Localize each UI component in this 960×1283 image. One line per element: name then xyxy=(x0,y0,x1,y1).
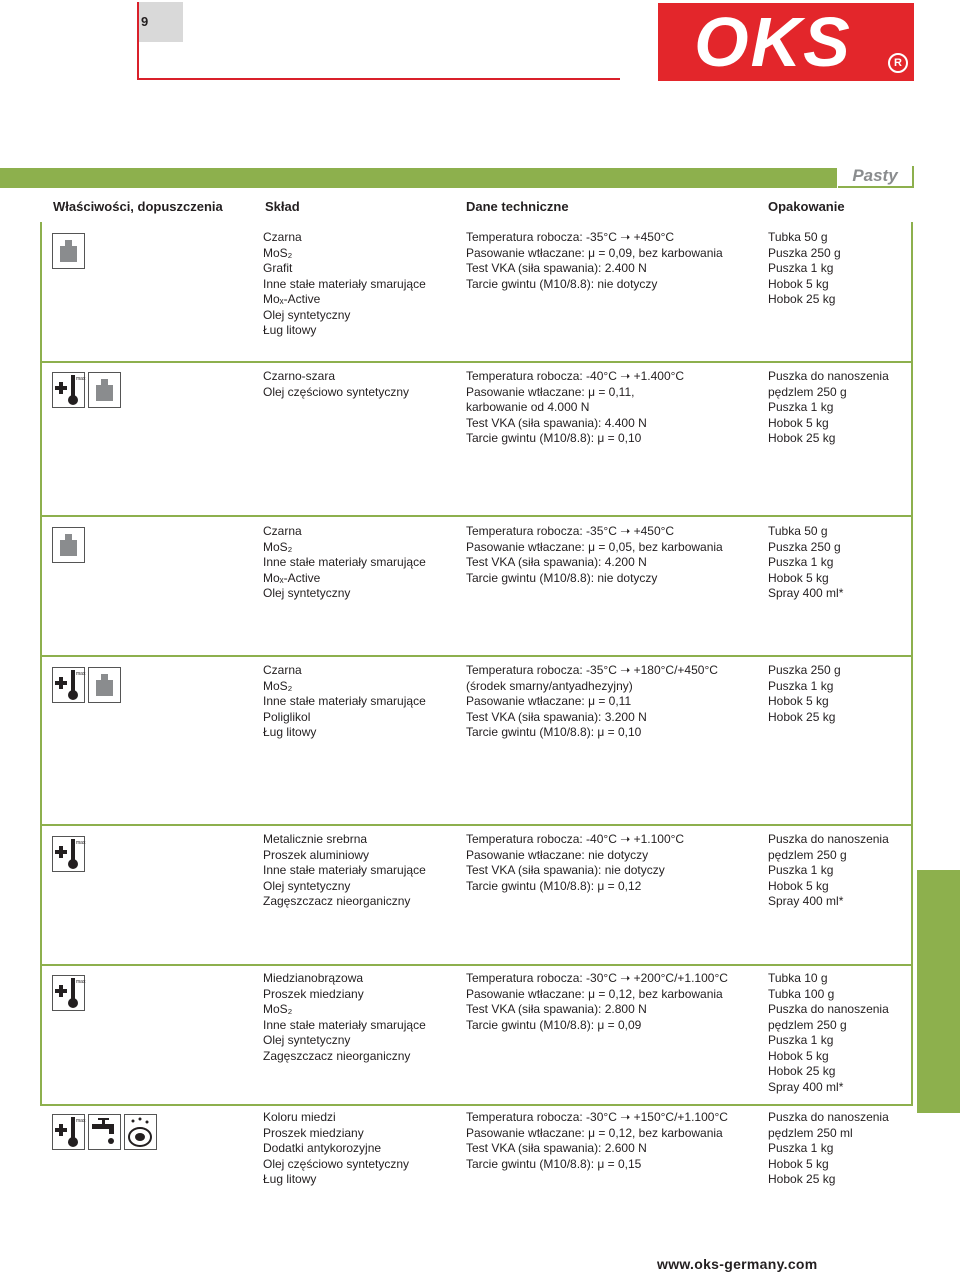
packaging-line: Hobok 25 kg xyxy=(768,1064,836,1078)
packaging-line: Hobok 25 kg xyxy=(768,431,836,445)
high-temperature-icon xyxy=(52,667,85,703)
composition-line: Dodatki antykorozyjne xyxy=(263,1141,382,1155)
property-icons xyxy=(52,233,85,269)
packaging-line: Hobok 25 kg xyxy=(768,1172,836,1186)
svg-text:max: max xyxy=(76,671,86,677)
composition-line: Olej syntetyczny xyxy=(263,878,351,893)
packaging-cell xyxy=(768,524,843,602)
packaging-cell xyxy=(768,1110,889,1188)
property-icons xyxy=(52,372,121,408)
composition-line: Czarno-szara xyxy=(263,369,336,383)
page-frame-line xyxy=(137,78,620,80)
composition-line: Zagęszczacz nieorganiczny xyxy=(263,894,411,908)
packaging-line: Hobok 5 kg xyxy=(768,276,829,291)
technical-line: Test VKA (siła spawania): 4.200 N xyxy=(466,555,647,569)
technical-line: Tarcie gwintu (M10/8.8): nie dotyczy xyxy=(466,276,658,291)
packaging-line: Tubka 10 g xyxy=(768,971,828,985)
technical-line: Test VKA (siła spawania): 2.800 N xyxy=(466,1002,647,1016)
technical-line: Tarcie gwintu (M10/8.8): nie dotyczy xyxy=(466,570,658,585)
property-icons xyxy=(52,836,85,872)
packaging-line: pędzlem 250 g xyxy=(768,384,847,399)
packaging-line: pędzlem 250 g xyxy=(768,847,847,862)
composition-cell xyxy=(263,832,426,910)
technical-line: Tarcie gwintu (M10/8.8): μ = 0,09 xyxy=(466,1017,642,1032)
packaging-line: pędzlem 250 g xyxy=(768,1017,847,1032)
composition-line: Ług litowy xyxy=(263,725,317,739)
svg-text:max: max xyxy=(76,840,86,846)
composition-line: Olej częściowo syntetyczny xyxy=(263,384,410,399)
packaging-line: Hobok 25 kg xyxy=(768,709,836,724)
packaging-line: Hobok 5 kg xyxy=(768,1048,829,1063)
packaging-line: Hobok 5 kg xyxy=(768,694,829,708)
technical-cell xyxy=(466,663,718,741)
property-icons xyxy=(52,667,121,703)
packaging-cell xyxy=(768,832,889,910)
composition-cell xyxy=(263,369,409,400)
technical-line: Temperatura robocza: -30°C ➝ +200°C/+1.100°C xyxy=(466,971,728,985)
packaging-line: Puszka do nanoszenia xyxy=(768,832,889,846)
packaging-cell xyxy=(768,663,841,725)
packaging-line: Hobok 25 kg xyxy=(768,292,836,306)
technical-line: Tarcie gwintu (M10/8.8): μ = 0,10 xyxy=(466,725,642,739)
packaging-cell xyxy=(768,230,841,308)
high-temperature-icon xyxy=(52,372,85,408)
composition-line: MoS₂ xyxy=(263,1002,293,1016)
technical-line: karbowanie od 4.000 N xyxy=(466,400,590,414)
packaging-line: Spray 400 ml* xyxy=(768,586,844,600)
packaging-line: Puszka do nanoszenia xyxy=(768,369,889,383)
composition-line: Miedzianobrązowa xyxy=(263,971,364,985)
composition-line: Proszek aluminiowy xyxy=(263,847,370,862)
composition-line: Olej syntetyczny xyxy=(263,307,351,322)
composition-line: Koloru miedzi xyxy=(263,1110,336,1124)
composition-cell xyxy=(263,524,426,602)
high-temperature-icon xyxy=(52,836,85,872)
packaging-line: Puszka do nanoszenia xyxy=(768,1002,889,1016)
composition-line: Proszek miedziany xyxy=(263,986,364,1001)
technical-line: Pasowanie wtłaczane: μ = 0,09, bez karbowania xyxy=(466,245,723,260)
category-bar xyxy=(0,168,837,188)
packaging-line: Puszka 1 kg xyxy=(768,555,834,569)
footer-url[interactable]: www.oks-germany.com xyxy=(657,1256,818,1272)
technical-line: Test VKA (siła spawania): 3.200 N xyxy=(466,709,647,724)
composition-line: Olej częściowo syntetyczny xyxy=(263,1156,410,1171)
packaging-line: Puszka 1 kg xyxy=(768,678,834,693)
packaging-line: Tubka 50 g xyxy=(768,524,828,538)
packaging-line: Hobok 5 kg xyxy=(768,878,829,893)
composition-line: Proszek miedziany xyxy=(263,1125,364,1140)
composition-cell xyxy=(263,971,426,1064)
composition-cell xyxy=(263,663,426,741)
technical-cell xyxy=(466,1110,728,1172)
technical-line: Test VKA (siła spawania): 2.600 N xyxy=(466,1141,647,1155)
header-composition: Skład xyxy=(265,199,300,214)
packaging-line: Puszka 1 kg xyxy=(768,863,834,877)
svg-text:max: max xyxy=(76,1118,86,1124)
composition-line: Zagęszczacz nieorganiczny xyxy=(263,1048,411,1063)
composition-line: Moₓ-Active xyxy=(263,292,321,306)
packaging-line: Puszka 250 g xyxy=(768,539,841,554)
technical-cell xyxy=(466,832,684,894)
composition-line: Metalicznie srebrna xyxy=(263,832,368,846)
high-temperature-icon xyxy=(52,975,85,1011)
packaging-line: Puszka 250 g xyxy=(768,245,841,260)
technical-line: Tarcie gwintu (M10/8.8): μ = 0,15 xyxy=(466,1156,642,1171)
packaging-line: Puszka 1 kg xyxy=(768,400,834,414)
packaging-line: Spray 400 ml* xyxy=(768,1079,844,1094)
packaging-cell xyxy=(768,369,889,447)
packaging-line: Puszka 1 kg xyxy=(768,1033,834,1047)
svg-text:max: max xyxy=(76,979,86,985)
technical-line: Temperatura robocza: -35°C ➝ +180°C/+450°C xyxy=(466,663,718,677)
composition-line: Inne stałe materiały smarujące xyxy=(263,1017,426,1032)
packaging-line: Hobok 5 kg xyxy=(768,570,829,585)
packaging-line: Hobok 5 kg xyxy=(768,415,829,430)
composition-cell xyxy=(263,1110,409,1188)
header-properties: Właściwości, dopuszczenia xyxy=(53,199,223,214)
composition-line: Olej syntetyczny xyxy=(263,1033,351,1047)
property-icons xyxy=(52,975,85,1011)
svg-text:max: max xyxy=(76,376,86,382)
technical-cell xyxy=(466,230,723,292)
composition-line: Ług litowy xyxy=(263,323,317,337)
packaging-line: Puszka 1 kg xyxy=(768,261,834,275)
page-number: 9 xyxy=(137,2,183,42)
technical-line: Temperatura robocza: -35°C ➝ +450°C xyxy=(466,524,675,538)
technical-cell xyxy=(466,369,684,447)
packaging-line: Spray 400 ml* xyxy=(768,894,844,908)
composition-cell xyxy=(263,230,426,339)
technical-line: Pasowanie wtłaczane: μ = 0,12, bez karbowania xyxy=(466,986,723,1001)
technical-line: (środek smarny/antyadhezyjny) xyxy=(466,678,633,693)
packaging-line: Puszka 1 kg xyxy=(768,1141,834,1155)
weight-icon xyxy=(52,233,85,269)
technical-line: Tarcie gwintu (M10/8.8): μ = 0,10 xyxy=(466,431,642,445)
property-icons xyxy=(52,527,85,563)
composition-line: Olej syntetyczny xyxy=(263,586,351,600)
composition-line: MoS₂ xyxy=(263,678,293,693)
composition-line: Inne stałe materiały smarujące xyxy=(263,555,426,569)
technical-cell xyxy=(466,524,723,586)
technical-line: Test VKA (siła spawania): 2.400 N xyxy=(466,261,647,275)
technical-line: Temperatura robocza: -35°C ➝ +450°C xyxy=(466,230,675,244)
weight-icon xyxy=(88,372,121,408)
packaging-line: Tubka 50 g xyxy=(768,230,828,244)
packaging-line: Tubka 100 g xyxy=(768,986,835,1001)
logo-text: OKS xyxy=(694,3,852,81)
composition-line: Inne stałe materiały smarujące xyxy=(263,694,426,708)
property-icons xyxy=(52,1114,157,1150)
packaging-line: Puszka do nanoszenia xyxy=(768,1110,889,1124)
composition-line: Grafit xyxy=(263,261,293,275)
technical-line: Temperatura robocza: -40°C ➝ +1.400°C xyxy=(466,369,685,383)
registered-mark: R xyxy=(888,53,908,73)
composition-line: Poliglikol xyxy=(263,709,311,724)
weight-icon xyxy=(88,667,121,703)
high-temperature-icon xyxy=(52,1114,85,1150)
weight-icon xyxy=(52,527,85,563)
composition-line: Czarna xyxy=(263,230,302,244)
technical-line: Tarcie gwintu (M10/8.8): μ = 0,12 xyxy=(466,878,642,893)
header-technical: Dane techniczne xyxy=(466,199,569,214)
corrosion-protection-icon xyxy=(124,1114,157,1150)
packaging-line: Puszka 250 g xyxy=(768,663,841,677)
packaging-line: pędzlem 250 ml xyxy=(768,1125,853,1140)
water-resistant-icon xyxy=(88,1114,121,1150)
page-frame-line xyxy=(137,2,139,80)
technical-line: Pasowanie wtłaczane: nie dotyczy xyxy=(466,847,649,862)
composition-line: Czarna xyxy=(263,524,302,538)
technical-line: Test VKA (siła spawania): nie dotyczy xyxy=(466,863,665,877)
side-tab xyxy=(917,870,960,1113)
oks-logo xyxy=(658,3,914,81)
packaging-cell xyxy=(768,971,889,1095)
technical-line: Temperatura robocza: -40°C ➝ +1.100°C xyxy=(466,832,685,846)
composition-line: MoS₂ xyxy=(263,539,293,554)
packaging-line: Hobok 5 kg xyxy=(768,1156,829,1171)
composition-line: MoS₂ xyxy=(263,245,293,260)
technical-line: Pasowanie wtłaczane: μ = 0,12, bez karbowania xyxy=(466,1125,723,1140)
technical-line: Test VKA (siła spawania): 4.400 N xyxy=(466,415,647,430)
composition-line: Inne stałe materiały smarujące xyxy=(263,276,426,291)
composition-line: Ług litowy xyxy=(263,1172,317,1186)
technical-line: Temperatura robocza: -30°C ➝ +150°C/+1.100°C xyxy=(466,1110,728,1124)
technical-line: Pasowanie wtłaczane: μ = 0,05, bez karbowania xyxy=(466,539,723,554)
composition-line: Inne stałe materiały smarujące xyxy=(263,863,426,877)
header-packaging: Opakowanie xyxy=(768,199,845,214)
composition-line: Czarna xyxy=(263,663,302,677)
composition-line: Moₓ-Active xyxy=(263,570,321,585)
category-label: Pasty xyxy=(838,166,914,188)
technical-cell xyxy=(466,971,728,1033)
technical-line: Pasowanie wtłaczane: μ = 0,11 xyxy=(466,694,632,708)
technical-line: Pasowanie wtłaczane: μ = 0,11, xyxy=(466,384,635,399)
